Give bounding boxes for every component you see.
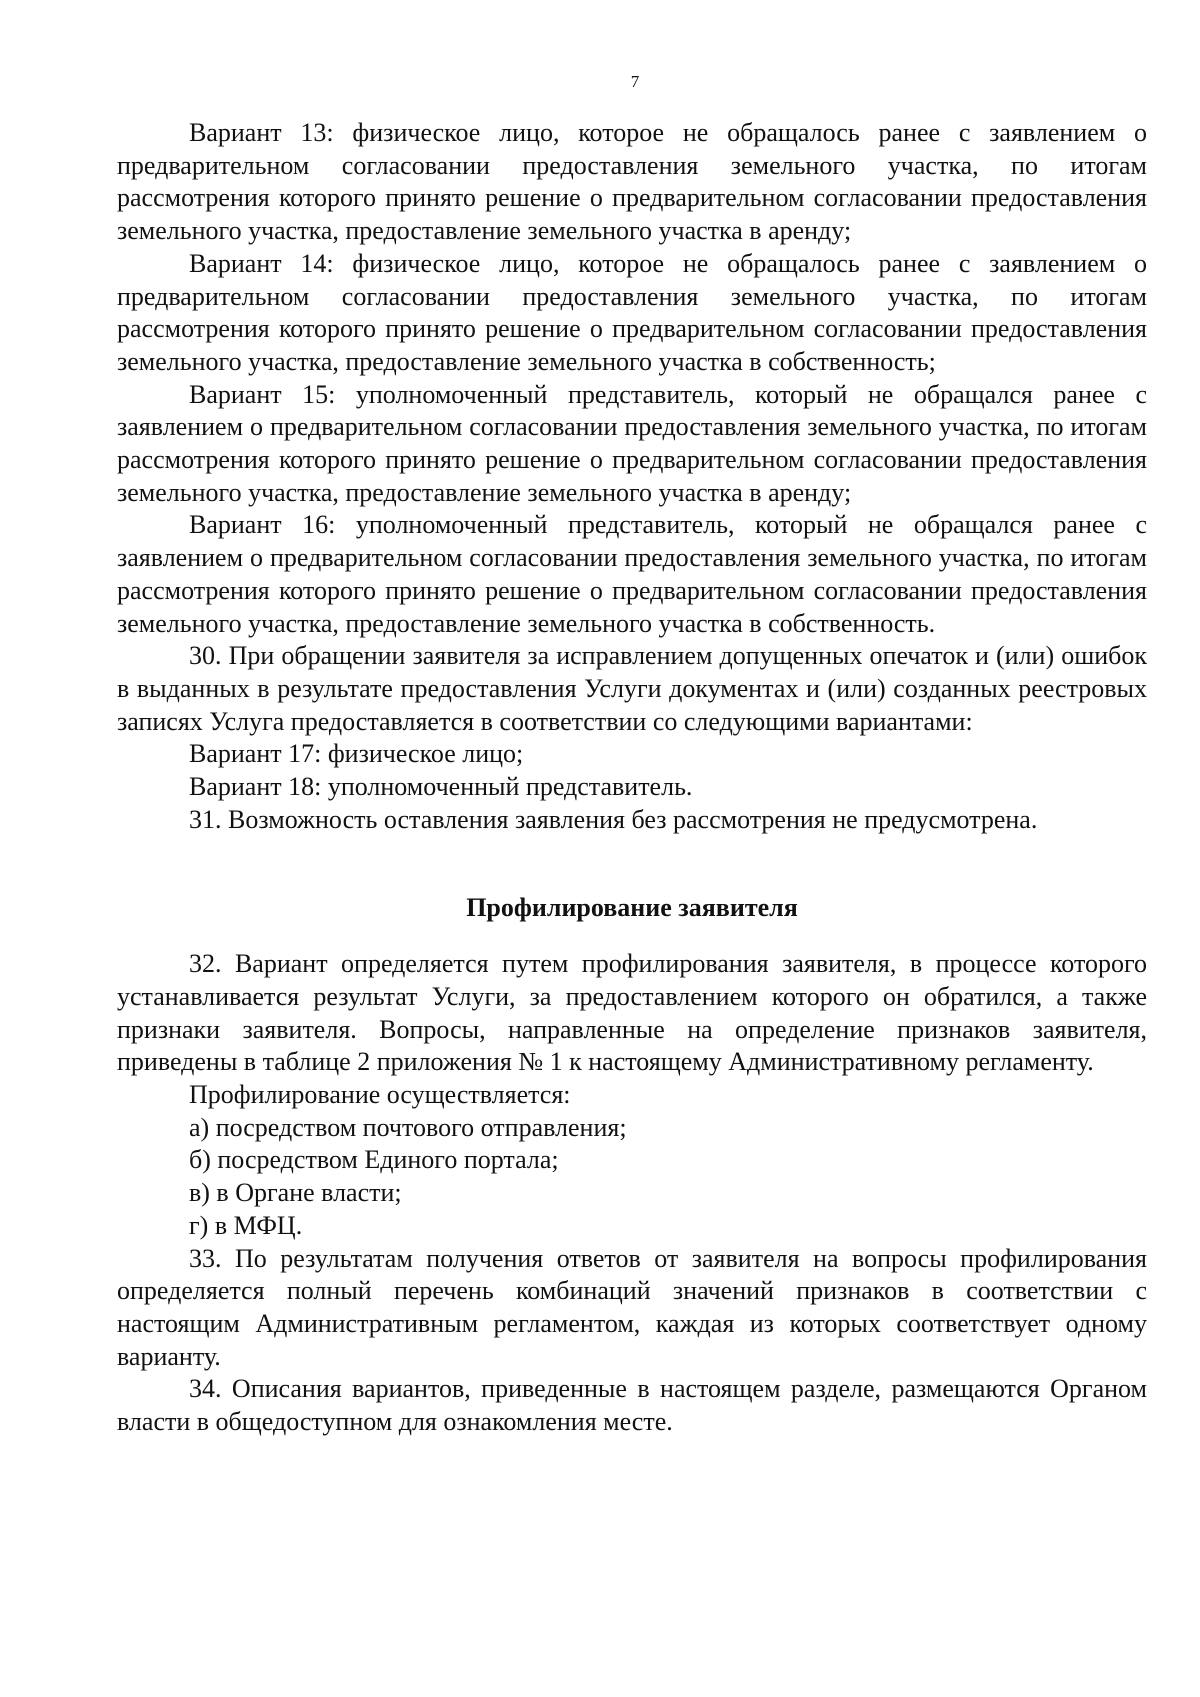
paragraph-variant-15: Вариант 15: уполномоченный представитель, который не обращался ранее с заявлением о предварительном согласовании предоставления земельного участка, по итогам рассмотрения которого принято решение о предварительном согласовании предоставления земельного участка, предоставление земельного участка в аренду;: [117, 379, 1147, 507]
paragraph-variant-14: Вариант 14: физическое лицо, которое не обращалось ранее с заявлением о предварительном согласовании предоставления земельного участка, по итогам рассмотрения которого принято решение о предварительном согласовании предоставления земельного участка, предоставление земельного участка в собственность;: [117, 248, 1147, 376]
paragraph-item-31: 31. Возможность оставления заявления без рассмотрения не предусмотрена.: [189, 804, 1038, 834]
list-item-g: г) в МФЦ.: [189, 1210, 303, 1240]
paragraph-variant-16: Вариант 16: уполномоченный представитель, который не обращался ранее с заявлением о предварительном согласовании предоставления земельного участка, по итогам рассмотрения которого принято решение о предварительном согласовании предоставления земельного участка, предоставление земельного участка в собственность.: [117, 510, 1147, 638]
paragraph-variant-13: Вариант 13: физическое лицо, которое не обращалось ранее с заявлением о предварительном согласовании предоставления земельного участка, по итогам рассмотрения которого принято решение о предварительном согласовании предоставления земельного участка, предоставление земельного участка в аренду;: [117, 118, 1147, 246]
document-body: [117, 117, 1147, 1439]
paragraph-item-30: 30. При обращении заявителя за исправлением допущенных опечаток и (или) ошибок в выданных в результате предоставления Услуги документах и (или) созданных реестровых записях Услуга предоставляется в соответствии со следующими вариантами:: [117, 641, 1147, 736]
list-item-a: а) посредством почтового отправления;: [189, 1112, 627, 1142]
list-item-v: в) в Органе власти;: [189, 1178, 402, 1208]
section-heading: Профилирование заявителя: [466, 893, 798, 923]
paragraph-item-34: 34. Описания вариантов, приведенные в настоящем разделе, размещаются Органом власти в общедоступном для ознакомления месте.: [117, 1374, 1147, 1437]
paragraph-item-33: 33. По результатам получения ответов от заявителя на вопросы профилирования определяется полный перечень комбинаций значений признаков в соответствии с настоящим Административным регламентом, каждая из которых соответствует одному варианту.: [117, 1243, 1147, 1371]
paragraph-profiling-intro: Профилирование осуществляется:: [189, 1079, 571, 1109]
paragraph-variant-18: Вариант 18: уполномоченный представитель.: [189, 772, 693, 802]
paragraph-variant-17: Вариант 17: физическое лицо;: [189, 739, 524, 769]
page-number: 7: [630, 72, 640, 91]
paragraph-item-32: 32. Вариант определяется путем профилирования заявителя, в процессе которого устанавливается результат Услуги, за предоставлением которого он обратился, а также признаки заявителя. Вопросы, направленные на определение признаков заявителя, приведены в таблице 2 приложения № 1 к настоящему Административному регламенту.: [117, 949, 1147, 1077]
list-item-b: б) посредством Единого портала;: [189, 1145, 559, 1175]
